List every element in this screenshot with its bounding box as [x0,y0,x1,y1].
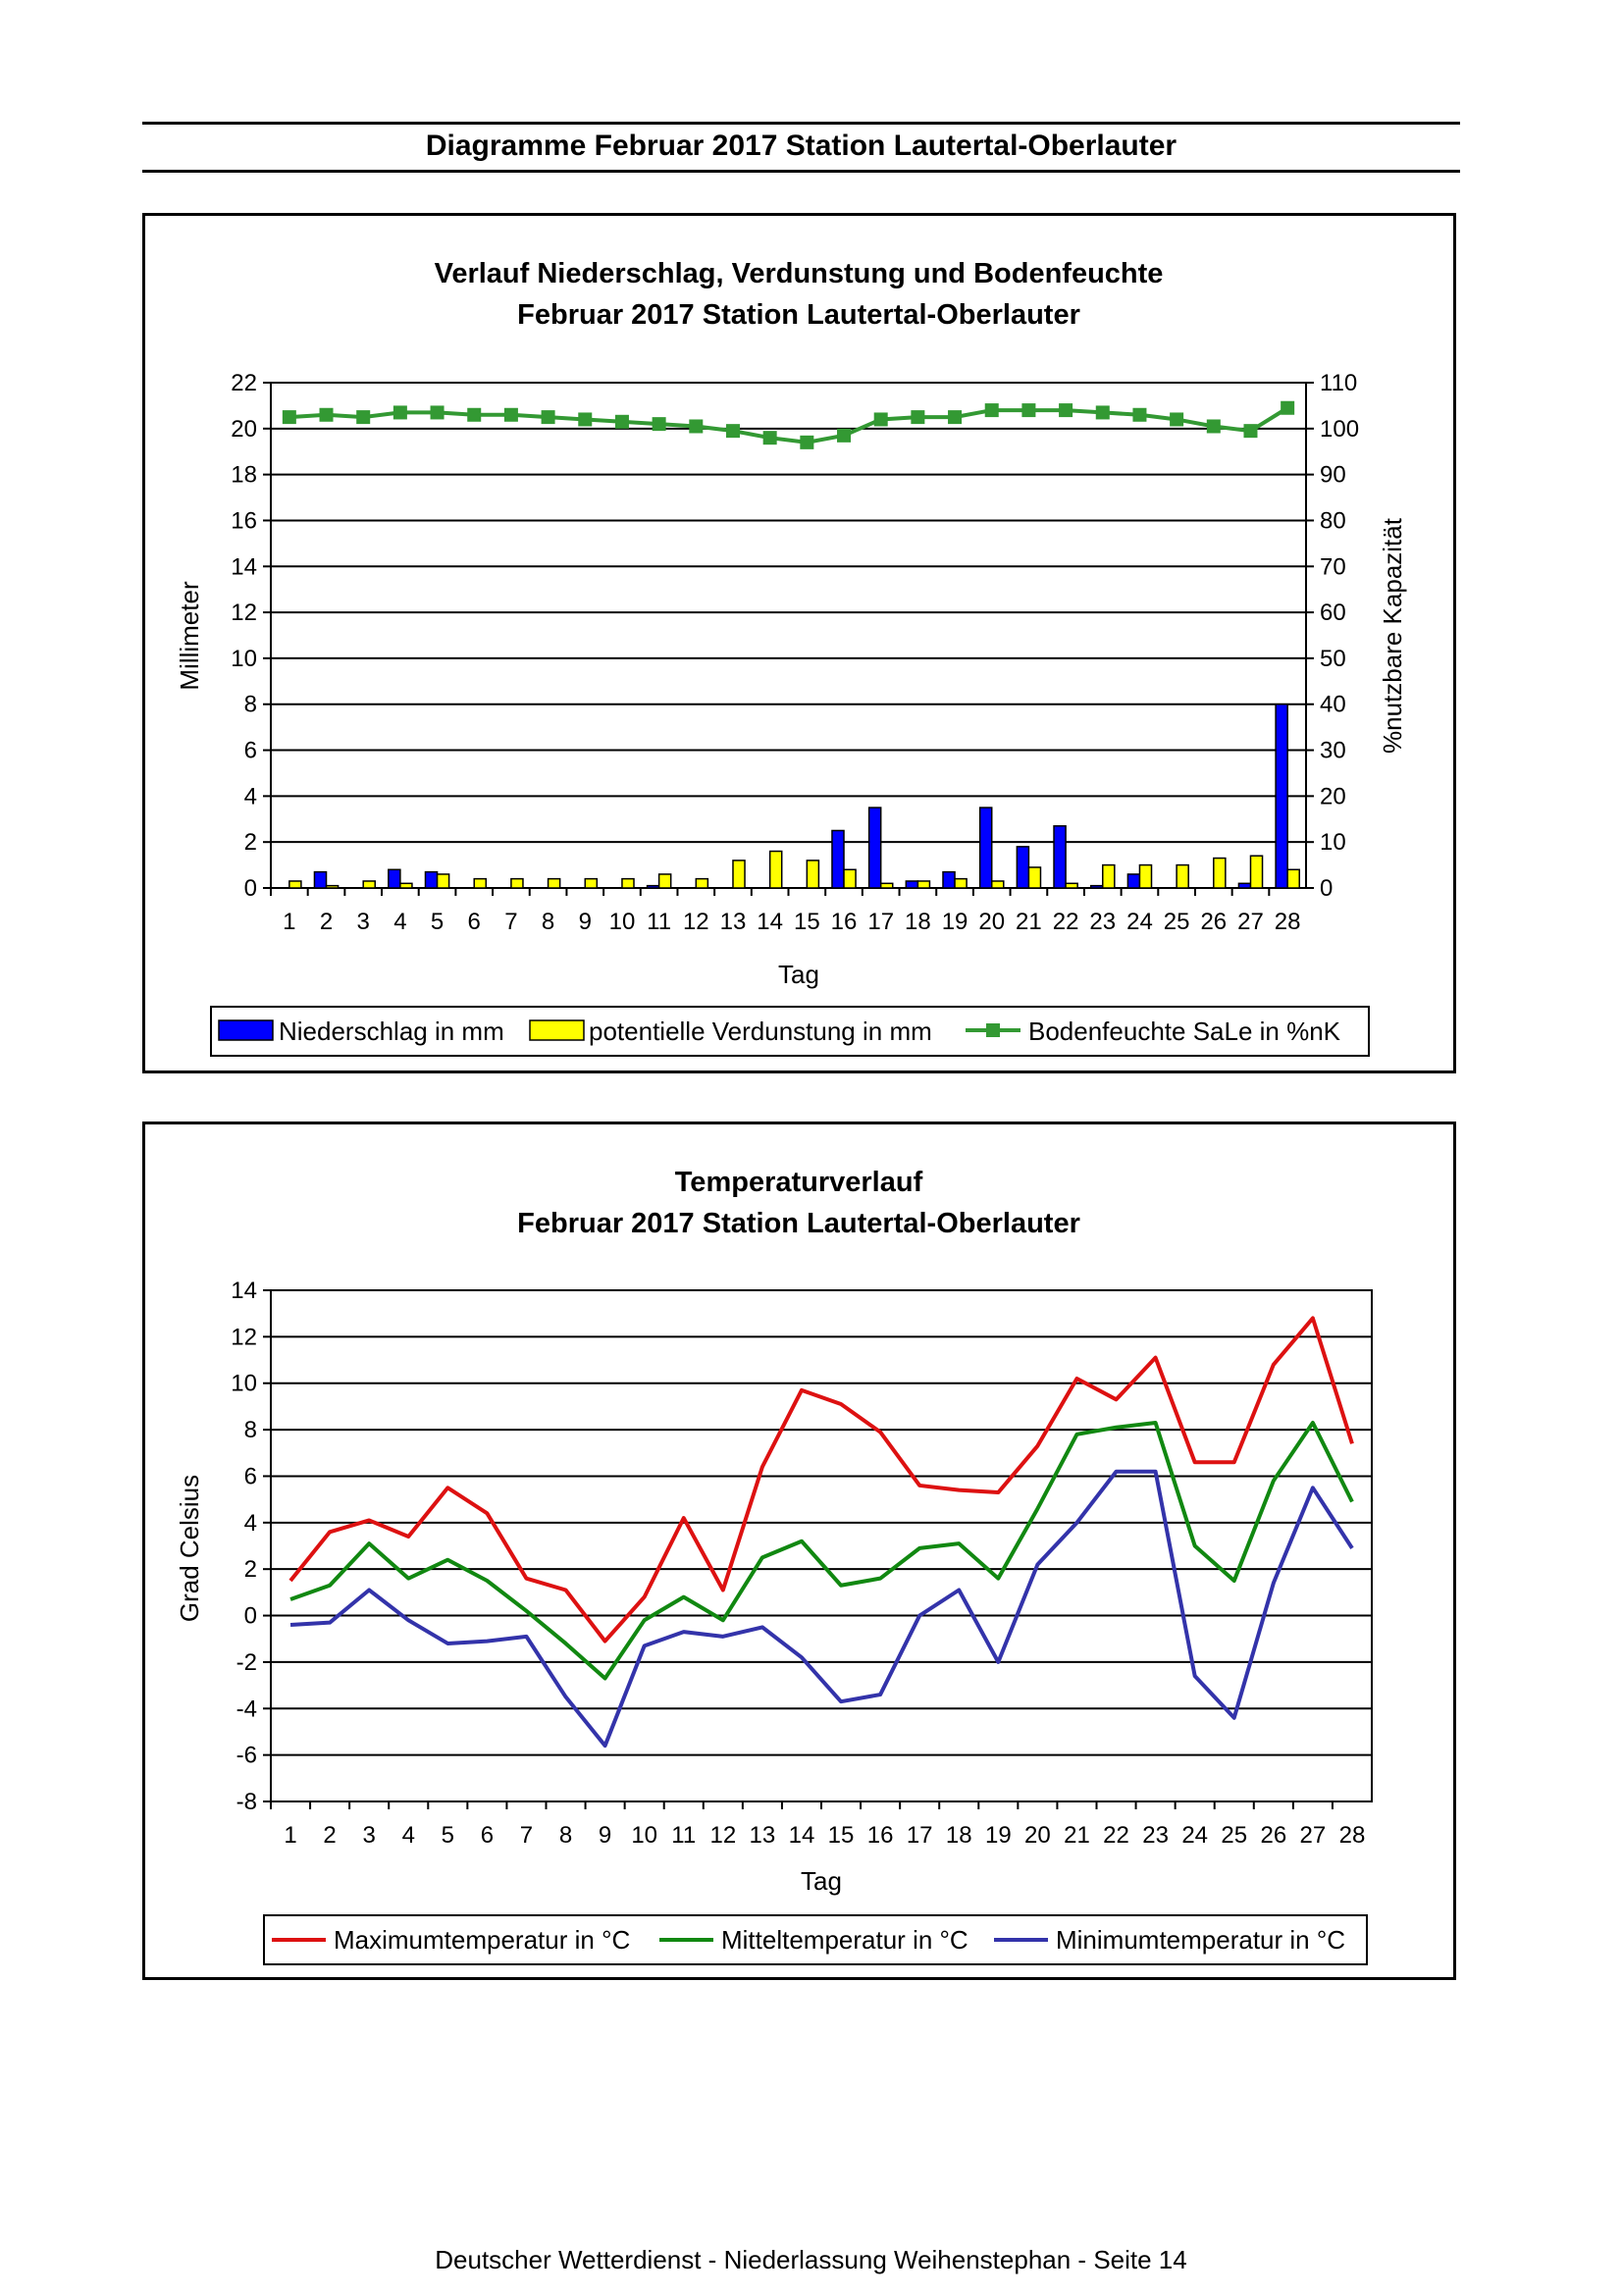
chart1-y-tick-label: 8 [243,691,257,718]
evap-bar [400,883,412,888]
chart1-y-tick-label: 20 [231,415,257,443]
legend-marker-soil-moisture [986,1023,1000,1037]
chart1-y2-tick-label: 30 [1320,737,1346,764]
soil-moisture-point [1132,408,1146,422]
soil-moisture-point [615,415,629,429]
chart2-x-tick-label: 6 [480,1822,495,1849]
chart1-x-axis-label: Tag [778,960,819,989]
chart1-x-tick-label: 8 [541,909,555,935]
chart2-x-tick-label: 20 [1024,1822,1051,1849]
chart1-y2-axis-label: %nutzbare Kapazität [1378,518,1407,754]
chart2-x-tick-label: 3 [362,1822,376,1849]
chart2-y-tick-label: 14 [231,1278,257,1304]
chart1-x-tick-label: 20 [978,909,1006,935]
evap-bar [770,852,782,888]
evap-bar [1066,883,1077,888]
chart1-x-tick-label: 12 [682,909,709,935]
evap-bar [289,881,301,888]
chart2-x-tick-label: 26 [1260,1822,1287,1849]
chart2-x-tick-label: 4 [401,1822,415,1849]
precip-bar [1054,826,1066,888]
precip-bar [832,830,844,888]
legend-label-soil-moisture: Bodenfeuchte SaLe in %nK [1028,1017,1341,1046]
legend-mean-temp-label: Mitteltemperatur in °C [721,1925,968,1955]
chart2-x-tick-label: 16 [866,1822,894,1849]
chart1-x-tick-label: 21 [1016,909,1042,935]
chart1-x-tick-label: 22 [1052,909,1079,935]
chart2-y-tick-label: 10 [231,1370,257,1397]
soil-moisture-point [467,408,481,422]
precip-bar [869,808,881,888]
precip-bar [1276,704,1287,888]
legend-min-temp-label: Minimumtemperatur in °C [1056,1925,1346,1955]
chart2-plot-area [271,1290,1372,1801]
chart2-title: Temperaturverlauf [674,1167,923,1198]
soil-moisture-point [1059,403,1073,417]
chart1-x-tick-label: 18 [905,909,931,935]
chart2-x-tick-label: 17 [906,1822,933,1849]
chart2-x-tick-label: 12 [709,1822,737,1849]
chart1-x-tick-label: 7 [504,909,518,935]
precip-bar [648,886,659,888]
legend-swatch-precipitation [219,1020,273,1040]
evap-bar [696,879,707,888]
chart1-y2-tick-label: 80 [1320,507,1346,535]
soil-moisture-point [393,405,407,419]
chart1-x-tick-label: 27 [1237,909,1264,935]
chart2-x-tick-label: 25 [1221,1822,1248,1849]
chart1-y-tick-label: 14 [231,553,257,581]
chart1-x-tick-label: 16 [830,909,858,935]
soil-moisture-point [1170,412,1183,426]
chart1-y-tick-label: 22 [231,370,257,396]
chart1-x-tick-label: 23 [1089,909,1117,935]
chart1-subtitle: Februar 2017 Station Lautertal-Oberlauter [517,299,1080,331]
soil-moisture-point [985,403,999,417]
chart2-x-tick-label: 18 [945,1822,972,1849]
evap-bar [733,861,745,888]
precip-bar [906,881,917,888]
chart1-x-tick-label: 19 [941,909,968,935]
chart1-x-tick-label: 14 [757,909,784,935]
chart1-x-tick-label: 9 [578,909,592,935]
precipitation-chart-frame [142,213,1456,1073]
soil-moisture-point [431,405,445,419]
soil-moisture-point [726,424,740,438]
evap-bar [844,869,856,888]
chart1-x-tick-label: 25 [1163,909,1190,935]
chart2-x-tick-label: 11 [671,1822,697,1849]
evap-bar [1287,869,1299,888]
precip-bar [980,808,992,888]
evap-bar [327,886,339,888]
chart2-x-axis-label: Tag [801,1866,842,1896]
soil-moisture-point [837,429,851,443]
chart2-x-tick-label: 24 [1181,1822,1209,1849]
temperature-chart [145,1124,1453,1977]
precip-bar [1017,847,1028,888]
chart2-y-tick-label: 0 [243,1602,257,1630]
temperature-chart-frame [142,1122,1456,1980]
evap-bar [1214,859,1226,888]
chart2-y-axis-label: Grad Celsius [175,1474,204,1623]
evap-bar [438,874,449,888]
evap-bar [363,881,375,888]
soil-moisture-point [1207,419,1221,433]
chart2-x-tick-label: 2 [323,1822,337,1849]
evap-bar [474,879,486,888]
chart2-x-tick-label: 28 [1338,1822,1366,1849]
title-rule-top [142,122,1460,125]
chart1-y2-tick-label: 110 [1320,370,1358,396]
soil-moisture-point [948,410,962,424]
chart1-y2-tick-label: 0 [1320,875,1334,902]
soil-moisture-point [504,408,518,422]
evap-bar [1103,865,1115,888]
evap-bar [917,881,929,888]
legend-label-precipitation: Niederschlag in mm [279,1017,504,1046]
chart1-x-tick-label: 3 [356,909,370,935]
chart2-y-tick-label: 8 [243,1417,257,1444]
chart2-x-tick-label: 5 [441,1822,455,1849]
chart1-y2-tick-label: 40 [1320,691,1346,718]
chart2-x-tick-label: 23 [1142,1822,1169,1849]
chart1-x-tick-label: 5 [430,909,445,935]
evap-bar [1139,865,1151,888]
chart1-x-tick-label: 24 [1126,909,1153,935]
chart2-y-tick-label: 4 [243,1509,257,1537]
chart1-y-tick-label: 0 [243,875,257,902]
legend-max-temp-label: Maximumtemperatur in °C [334,1925,631,1955]
chart1-plot-area [271,383,1306,888]
chart1-y-tick-label: 12 [231,600,257,627]
chart2-subtitle: Februar 2017 Station Lautertal-Oberlauter [517,1208,1080,1239]
chart1-x-tick-label: 28 [1274,909,1301,935]
precipitation-chart [145,216,1453,1070]
chart2-x-tick-label: 14 [788,1822,815,1849]
chart2-x-tick-label: 21 [1064,1822,1090,1849]
precip-bar [943,872,955,888]
chart2-y-tick-label: 6 [243,1463,257,1490]
precip-bar [389,869,400,888]
chart1-y2-tick-label: 70 [1320,553,1346,581]
chart2-x-tick-label: 7 [519,1822,534,1849]
chart1-x-tick-label: 1 [283,909,296,935]
chart2-y-tick-label: 2 [243,1556,257,1584]
evap-bar [659,874,671,888]
precip-bar [1127,874,1139,888]
evap-bar [511,879,523,888]
chart2-y-tick-label: -2 [235,1648,257,1676]
soil-moisture-point [911,410,924,424]
chart1-y-tick-label: 10 [231,645,257,672]
soil-moisture-point [578,412,592,426]
chart2-x-tick-label: 1 [284,1822,297,1849]
chart1-y2-tick-label: 20 [1320,783,1346,810]
chart1-x-tick-label: 13 [719,909,747,935]
title-rule-bottom [142,170,1460,173]
chart2-x-tick-label: 9 [598,1822,612,1849]
chart2-x-tick-label: 27 [1299,1822,1327,1849]
chart1-y-tick-label: 4 [243,783,257,810]
soil-moisture-point [1021,403,1035,417]
chart2-x-tick-label: 8 [558,1822,573,1849]
soil-moisture-point [283,410,296,424]
chart1-x-tick-label: 15 [793,909,820,935]
chart1-x-tick-label: 11 [647,909,672,935]
chart1-y2-tick-label: 10 [1320,829,1346,857]
chart2-y-tick-label: -8 [235,1789,257,1815]
soil-moisture-point [763,431,777,444]
evap-bar [1028,867,1040,888]
chart2-x-tick-label: 13 [749,1822,776,1849]
page-title: Diagramme Februar 2017 Station Lautertal-Oberlauter [425,130,1177,162]
precip-bar [1091,886,1103,888]
evap-bar [807,861,818,888]
evap-bar [881,883,893,888]
page-footer: Deutscher Wetterdienst - Niederlassung Weihenstephan - Seite 14 [435,2245,1187,2274]
chart2-y-tick-label: 12 [231,1324,257,1351]
precip-bar [1238,883,1250,888]
chart2-y-tick-label: -4 [235,1696,257,1723]
soil-moisture-point [356,410,370,424]
precip-bar [314,872,326,888]
chart1-y2-tick-label: 60 [1320,600,1346,627]
chart1-y2-tick-label: 100 [1320,415,1360,443]
legend-label-evaporation: potentielle Verdunstung in mm [589,1017,932,1046]
chart1-x-tick-label: 6 [467,909,481,935]
chart2-x-tick-label: 22 [1103,1822,1129,1849]
soil-moisture-point [874,412,888,426]
legend-swatch-evaporation [530,1020,584,1040]
evap-bar [585,879,597,888]
chart1-y-tick-label: 6 [243,737,257,764]
precip-bar [425,872,437,888]
chart1-x-tick-label: 4 [393,909,407,935]
chart1-x-tick-label: 26 [1200,909,1228,935]
evap-bar [992,881,1004,888]
evap-bar [1250,856,1262,888]
chart1-x-tick-label: 17 [867,909,895,935]
evap-bar [955,879,967,888]
soil-moisture-point [653,417,666,431]
chart1-y-tick-label: 2 [243,829,257,857]
soil-moisture-point [689,419,703,433]
chart2-y-tick-label: -6 [235,1742,257,1769]
soil-moisture-point [1096,405,1110,419]
evap-bar [622,879,634,888]
evap-bar [1177,865,1188,888]
soil-moisture-point [1243,424,1257,438]
evap-bar [549,879,560,888]
chart1-y-axis-label: Millimeter [175,581,204,691]
chart2-x-tick-label: 10 [631,1822,658,1849]
chart1-y-tick-label: 16 [231,507,257,535]
chart1-y2-tick-label: 50 [1320,645,1346,672]
soil-moisture-point [800,436,813,449]
chart1-y2-tick-label: 90 [1320,461,1346,489]
chart2-x-tick-label: 19 [984,1822,1012,1849]
soil-moisture-point [1281,401,1294,415]
chart1-x-tick-label: 2 [319,909,334,935]
soil-moisture-point [320,408,334,422]
chart1-y-tick-label: 18 [231,461,257,489]
soil-moisture-point [542,410,555,424]
chart2-x-tick-label: 15 [827,1822,855,1849]
chart1-x-tick-label: 10 [608,909,636,935]
chart1-title: Verlauf Niederschlag, Verdunstung und Bodenfeuchte [434,258,1164,289]
